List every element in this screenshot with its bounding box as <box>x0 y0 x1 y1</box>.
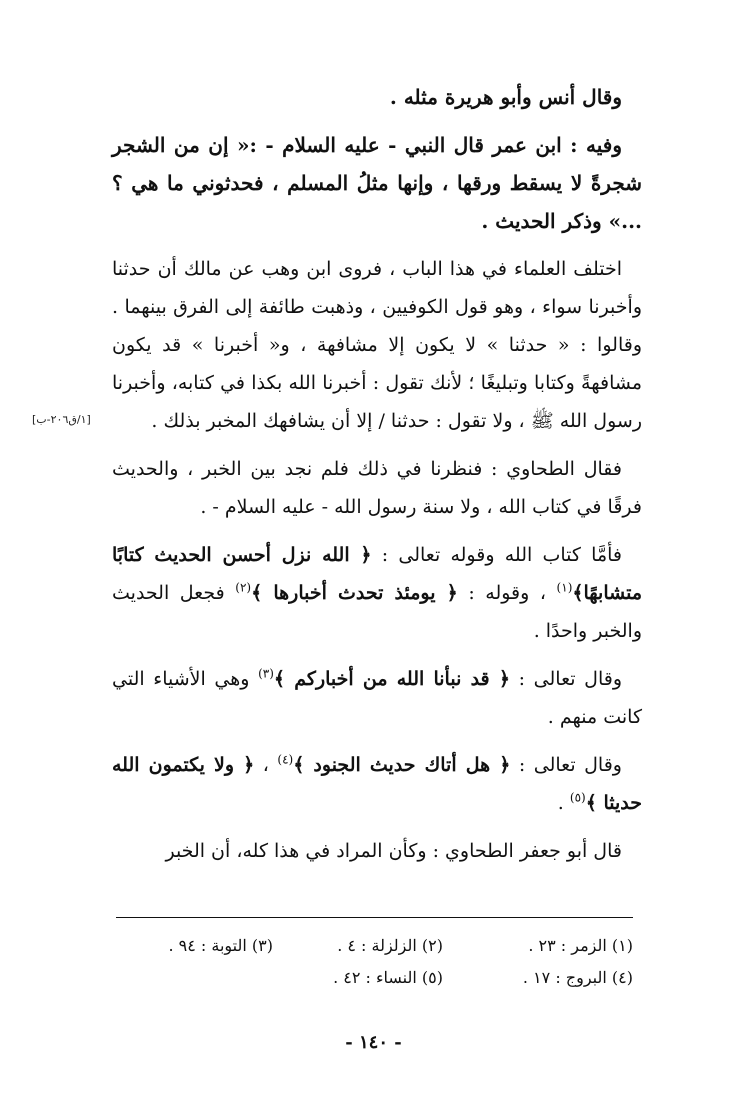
paragraph-quran-evidence <box>112 536 642 650</box>
quran-verse: ﴿ قد نبأنا الله من أخباركم ﴾ <box>273 668 510 690</box>
paragraph-scholars-disagreement: اختلف العلماء في هذا الباب ، فروى ابن وهب عن مالك أن حدثنا وأخبرنا سواء ، وهو قول الكوفيين ، وذهبت طائفة إلى الفرق بينهما . وقالوا : « حدثنا » لا يكون إلا مشافهة ، و« أخبرنا » قد يكون مشافهةً وكتابا وتبليغًا ؛ لأنك تقول : أخبرنا الله بكذا في كتابه، وأخبرنا رسول الله ﷺ ، ولا تقول : حدثنا / إلا أن يشافهك المخبر بذلك . <box>112 258 642 432</box>
quran-verse: ﴿ الله نزل أحسن الحديث كتابًا متشابهًا﴾ <box>112 544 642 604</box>
footnote-item: (٢) الزلزلة : ٤ . <box>337 936 443 955</box>
footnote-item: (٥) النساء : ٤٢ . <box>333 968 443 987</box>
quran-verse: ﴿ هل أتاك حديث الجنود ﴾ <box>293 754 511 776</box>
paragraph-abu-jafar: قال أبو جعفر الطحاوي : وكأن المراد في هذا كله، أن الخبر <box>165 840 622 862</box>
text-part: فجعل الحديث والخبر واحدًا . <box>112 582 642 642</box>
footnotes <box>116 930 633 994</box>
footnote-ref: (١) <box>556 580 573 595</box>
paragraph-quran-evidence-3 <box>112 746 642 822</box>
text-part: وقال تعالى : <box>510 754 622 776</box>
footnote-ref: (٢) <box>235 580 252 595</box>
footnote-item <box>116 962 273 994</box>
quran-verse: ﴿ ولا يكتمون الله حديثا ﴾ <box>112 754 642 814</box>
page-number: - ١٤٠ - <box>345 1032 402 1053</box>
quran-verse: ﴿ يومئذ تحدث أخبارها ﴾ <box>251 582 458 604</box>
footnote-divider <box>116 917 633 918</box>
paragraph-anas: وقال أنس وأبو هريرة مثله . <box>389 85 622 109</box>
text-part: ، <box>254 754 278 776</box>
footnote-ref: (٥) <box>569 790 586 805</box>
footnote-item: (١) الزمر : ٢٣ . <box>528 936 633 955</box>
footnote-ref: (٤) <box>277 752 294 767</box>
footnote-ref: (٣) <box>258 666 274 681</box>
page-body <box>112 78 642 880</box>
text-part: وقال تعالى : <box>509 668 623 690</box>
text-part: فأمَّا كتاب الله وقوله تعالى : <box>371 544 622 566</box>
footnote-row <box>116 930 633 962</box>
text-part: وهي الأشياء التي كانت منهم . <box>112 668 642 728</box>
text-part: . <box>557 792 570 814</box>
footnote-row <box>116 962 633 994</box>
manuscript-folio-marker: [١/ق٢٠٦-ب] <box>32 413 91 426</box>
text-part: ، وقوله : <box>457 582 557 604</box>
footnote-item: (٤) البروج : ١٧ . <box>522 968 633 987</box>
paragraph-hadith-tree: وفيه : ابن عمر قال النبي - عليه السلام - :« إن من الشجر شجرةً لا يسقط ورقها ، وإنها مثلُ المسلم ، فحدثوني ما هي ؟ ...» وذكر الحديث . <box>112 133 642 233</box>
paragraph-tahawi-view: فقال الطحاوي : فنظرنا في ذلك فلم نجد بين الخبر ، والحديث فرقًا في كتاب الله ، ولا سنة رسول الله - عليه السلام - . <box>112 458 642 518</box>
footnote-item: (٣) التوبة : ٩٤ . <box>168 936 273 955</box>
paragraph-quran-evidence-2 <box>112 660 642 736</box>
